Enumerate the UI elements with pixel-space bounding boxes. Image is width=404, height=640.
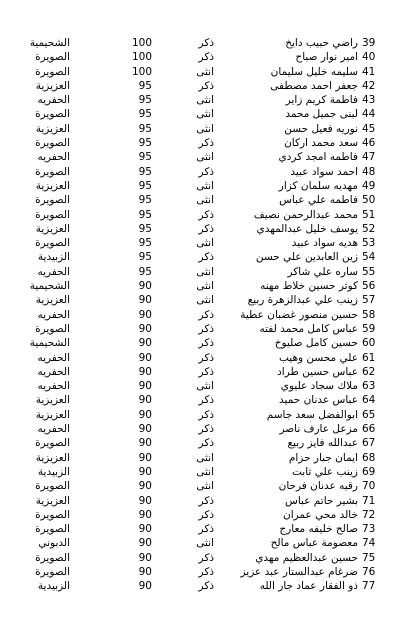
score-cell: 90 (138, 322, 152, 335)
score-cell: 90 (138, 408, 152, 421)
region-cell: العزيزية (35, 408, 70, 421)
score-cell: 90 (138, 394, 152, 407)
row-number-cell: 44 (362, 108, 376, 121)
table-row (8, 165, 402, 179)
table-row (8, 565, 402, 579)
score-cell: 95 (138, 265, 152, 278)
region-cell: الشحيمية (29, 37, 70, 49)
row-number-cell: 60 (362, 337, 376, 350)
score-cell: 95 (138, 122, 152, 135)
name-cell: مهديه سلمان كزار (278, 179, 358, 192)
gender-cell: ذكر (198, 423, 214, 436)
name-cell: فاطمه امجد كردي (278, 151, 358, 164)
region-cell: الصويرة (35, 551, 70, 564)
row-number-cell: 41 (362, 65, 376, 78)
region-cell: العزيزية (35, 494, 70, 507)
region-cell: الصويرة (35, 565, 70, 578)
region-cell: الصويرة (35, 322, 70, 335)
region-cell: الصويرة (35, 437, 70, 450)
name-cell: زينب علي عبدالزهرة ربيع (247, 294, 358, 307)
table-row (8, 65, 402, 79)
region-cell: الصويرة (35, 480, 70, 493)
row-number-cell: 48 (362, 165, 376, 178)
region-cell: الزبيدية (37, 251, 70, 264)
score-cell: 90 (138, 494, 152, 507)
gender-cell: ذكر (198, 394, 214, 407)
name-cell: صالح خليفه معارج (279, 523, 358, 536)
table-row (8, 208, 402, 222)
table-row (8, 79, 402, 93)
name-cell: ملاك سجاد عليوي (280, 380, 358, 393)
row-number-cell: 62 (362, 365, 376, 378)
gender-cell: ذكر (198, 565, 214, 578)
row-number-cell: 58 (362, 308, 376, 321)
table-row (8, 551, 402, 565)
region-cell: الصويرة (35, 108, 70, 121)
gender-cell: ذكر (198, 337, 214, 350)
gender-cell: انثى (196, 179, 214, 192)
name-cell: عبدالله فايز ربيع (287, 437, 358, 450)
region-cell: العزيزية (35, 451, 70, 464)
score-cell: 90 (138, 551, 152, 564)
row-number-cell: 46 (362, 137, 376, 150)
score-cell: 90 (138, 308, 152, 321)
score-cell: 90 (138, 537, 152, 550)
row-number-cell: 45 (362, 122, 376, 135)
table-row (8, 50, 402, 64)
gender-cell: ذكر (198, 351, 214, 364)
score-cell: 100 (131, 51, 152, 64)
name-cell: راضي حبيب دايخ (285, 37, 358, 49)
region-cell: الحفريه (37, 94, 70, 107)
region-cell: الصويرة (35, 237, 70, 250)
name-cell: سعد محمد اركان (284, 137, 358, 150)
region-cell: العزيزية (35, 394, 70, 407)
region-cell: الحفريه (37, 308, 70, 321)
score-cell: 90 (138, 523, 152, 536)
row-number-cell: 47 (362, 151, 376, 164)
row-number-cell: 56 (362, 280, 376, 293)
table-row (8, 351, 402, 365)
row-number-cell: 63 (362, 380, 376, 393)
score-cell: 100 (131, 37, 152, 49)
row-number-cell: 70 (362, 480, 376, 493)
row-number-cell: 67 (362, 437, 376, 450)
name-cell: ضرغام عبدالستار عبد عزيز (240, 565, 358, 578)
name-cell: عباس كامل محمد لفته (259, 322, 358, 335)
gender-cell: ذكر (198, 137, 214, 150)
region-cell: الصويرة (35, 508, 70, 521)
row-number-cell: 69 (362, 465, 376, 478)
table-row (8, 93, 402, 107)
name-cell: سليمه خليل سليمان (270, 65, 358, 78)
score-cell: 95 (138, 79, 152, 92)
gender-cell: ذكر (198, 308, 214, 321)
name-cell: خالد محي عمران (283, 508, 358, 521)
gender-cell: ذكر (198, 37, 214, 49)
gender-cell: انثى (196, 480, 214, 493)
table-row (8, 193, 402, 207)
table-row (8, 451, 402, 465)
gender-cell: انثى (196, 237, 214, 250)
results-table (8, 36, 402, 594)
table-row (8, 279, 402, 293)
region-cell: الصويرة (35, 51, 70, 64)
gender-cell: ذكر (198, 208, 214, 221)
region-cell: الحفريه (37, 365, 70, 378)
row-number-cell: 74 (362, 537, 376, 550)
region-cell: العزيزية (35, 179, 70, 192)
name-cell: حسين كامل صليوخ (274, 337, 358, 350)
table-row (8, 494, 402, 508)
score-cell: 95 (138, 208, 152, 221)
name-cell: محمد عبدالرحمن نصيف (253, 208, 358, 221)
score-cell: 95 (138, 251, 152, 264)
name-cell: فاطمه علي عباس (279, 194, 358, 207)
table-row (8, 107, 402, 121)
score-cell: 90 (138, 580, 152, 593)
region-cell: الحفريه (37, 151, 70, 164)
region-cell: الحفريه (37, 423, 70, 436)
table-row (8, 536, 402, 550)
row-number-cell: 71 (362, 494, 376, 507)
region-cell: الصويرة (35, 523, 70, 536)
name-cell: بشير حاتم عباس (285, 494, 358, 507)
score-cell: 95 (138, 165, 152, 178)
row-number-cell: 73 (362, 523, 376, 536)
gender-cell: ذكر (198, 222, 214, 235)
score-cell: 95 (138, 108, 152, 121)
score-cell: 90 (138, 280, 152, 293)
name-cell: حسين منصور غضبان عطية (240, 308, 358, 321)
table-row (8, 150, 402, 164)
gender-cell: ذكر (198, 251, 214, 264)
region-cell: الزبيدية (37, 465, 70, 478)
region-cell: الشحيمية (29, 280, 70, 293)
gender-cell: ذكر (198, 508, 214, 521)
region-cell: العزيزية (35, 79, 70, 92)
table-row (8, 265, 402, 279)
row-number-cell: 57 (362, 294, 376, 307)
region-cell: الحفريه (37, 351, 70, 364)
score-cell: 90 (138, 380, 152, 393)
name-cell: هديه سواد عبيد (291, 237, 358, 250)
row-number-cell: 77 (362, 580, 376, 593)
score-cell: 95 (138, 194, 152, 207)
gender-cell: ذكر (198, 322, 214, 335)
table-row (8, 122, 402, 136)
name-cell: جعفر احمد مصطفى (270, 79, 358, 92)
row-number-cell: 43 (362, 94, 376, 107)
table-row (8, 322, 402, 336)
name-cell: احمد سواد عبيد (290, 165, 358, 178)
gender-cell: ذكر (198, 165, 214, 178)
score-cell: 90 (138, 451, 152, 464)
name-cell: رقيه عدنان فرحان (278, 480, 358, 493)
row-number-cell: 66 (362, 423, 376, 436)
name-cell: علي محسن وهيب (278, 351, 358, 364)
score-cell: 95 (138, 137, 152, 150)
gender-cell: انثى (196, 465, 214, 478)
table-row (8, 222, 402, 236)
gender-cell: انثى (196, 151, 214, 164)
gender-cell: انثى (196, 294, 214, 307)
gender-cell: ذكر (198, 523, 214, 536)
score-cell: 95 (138, 151, 152, 164)
row-number-cell: 64 (362, 394, 376, 407)
gender-cell: انثى (196, 451, 214, 464)
region-cell: الحفريه (37, 380, 70, 393)
row-number-cell: 75 (362, 551, 376, 564)
gender-cell: انثى (196, 108, 214, 121)
table-row (8, 136, 402, 150)
name-cell: زينب علي ثابت (292, 465, 358, 478)
name-cell: نوريه فعيل حسن (284, 122, 358, 135)
region-cell: الصويرة (35, 65, 70, 78)
table-row (8, 179, 402, 193)
score-cell: 100 (131, 65, 152, 78)
row-number-cell: 39 (362, 37, 376, 49)
table-row (8, 308, 402, 322)
table-row (8, 393, 402, 407)
gender-cell: انثى (196, 65, 214, 78)
table-row (8, 522, 402, 536)
row-number-cell: 65 (362, 408, 376, 421)
table-row (8, 508, 402, 522)
gender-cell: ذكر (198, 365, 214, 378)
score-cell: 95 (138, 94, 152, 107)
results-table-body (8, 36, 402, 594)
region-cell: الصويرة (35, 194, 70, 207)
gender-cell: ذكر (198, 79, 214, 92)
region-cell: الصويرة (35, 165, 70, 178)
name-cell: ايمان جبار حزام (288, 451, 358, 464)
score-cell: 90 (138, 480, 152, 493)
gender-cell: ذكر (198, 408, 214, 421)
row-number-cell: 42 (362, 79, 376, 92)
name-cell: امير نوار صباح (295, 51, 358, 64)
row-number-cell: 49 (362, 179, 376, 192)
name-cell: لبنى جميل محمد (285, 108, 358, 121)
table-row (8, 379, 402, 393)
score-cell: 90 (138, 294, 152, 307)
table-row (8, 479, 402, 493)
row-number-cell: 61 (362, 351, 376, 364)
region-cell: الصويرة (35, 137, 70, 150)
score-cell: 90 (138, 437, 152, 450)
gender-cell: انثى (196, 194, 214, 207)
gender-cell: انثى (196, 280, 214, 293)
table-row (8, 293, 402, 307)
row-number-cell: 53 (362, 237, 376, 250)
row-number-cell: 52 (362, 222, 376, 235)
region-cell: الصويرة (35, 208, 70, 221)
score-cell: 90 (138, 337, 152, 350)
score-cell: 95 (138, 179, 152, 192)
region-cell: الشحيمية (29, 337, 70, 350)
gender-cell: ذكر (198, 437, 214, 450)
score-cell: 95 (138, 222, 152, 235)
name-cell: يوسف خليل عبدالمهدي (256, 222, 358, 235)
region-cell: العزيزية (35, 294, 70, 307)
score-cell: 90 (138, 423, 152, 436)
name-cell: معصومة عباس مالح (270, 537, 358, 550)
name-cell: زين العابدين علي حسن (255, 251, 358, 264)
region-cell: الدبوني (38, 537, 70, 550)
table-row (8, 579, 402, 593)
score-cell: 95 (138, 237, 152, 250)
score-cell: 90 (138, 508, 152, 521)
row-number-cell: 72 (362, 508, 376, 521)
name-cell: حسين عبدالعظيم مهدي (255, 551, 358, 564)
name-cell: عباس حسين طراد (277, 365, 358, 378)
row-number-cell: 40 (362, 51, 376, 64)
table-row (8, 365, 402, 379)
gender-cell: انثى (196, 94, 214, 107)
row-number-cell: 68 (362, 451, 376, 464)
score-cell: 90 (138, 365, 152, 378)
gender-cell: انثى (196, 265, 214, 278)
region-cell: العزيزية (35, 222, 70, 235)
name-cell: ذو الفقار عماد جار الله (259, 580, 358, 593)
table-row (8, 422, 402, 436)
gender-cell: ذكر (198, 494, 214, 507)
table-row (8, 336, 402, 350)
row-number-cell: 76 (362, 565, 376, 578)
table-row (8, 36, 402, 50)
row-number-cell: 55 (362, 265, 376, 278)
table-row (8, 436, 402, 450)
row-number-cell: 50 (362, 194, 376, 207)
gender-cell: انثى (196, 380, 214, 393)
region-cell: الزبيدية (37, 580, 70, 593)
name-cell: عباس عدنان حميد (279, 394, 358, 407)
name-cell: كوثر حسين خلاط مهنه (260, 280, 358, 293)
name-cell: فاطمة كريم زاير (285, 94, 358, 107)
region-cell: الحفريه (37, 265, 70, 278)
row-number-cell: 59 (362, 322, 376, 335)
table-row (8, 250, 402, 264)
row-number-cell: 54 (362, 251, 376, 264)
name-cell: ابوالفضل سعد جاسم (266, 408, 358, 421)
table-row (8, 465, 402, 479)
name-cell: مزعل عارف ناصر (279, 423, 358, 436)
table-row (8, 408, 402, 422)
gender-cell: انثى (196, 122, 214, 135)
gender-cell: انثى (196, 537, 214, 550)
region-cell: العزيزية (35, 122, 70, 135)
gender-cell: ذكر (198, 580, 214, 593)
gender-cell: ذكر (198, 51, 214, 64)
score-cell: 90 (138, 565, 152, 578)
row-number-cell: 51 (362, 208, 376, 221)
score-cell: 90 (138, 351, 152, 364)
score-cell: 90 (138, 465, 152, 478)
table-row (8, 236, 402, 250)
gender-cell: ذكر (198, 551, 214, 564)
name-cell: ساره علي شاكر (287, 265, 358, 278)
